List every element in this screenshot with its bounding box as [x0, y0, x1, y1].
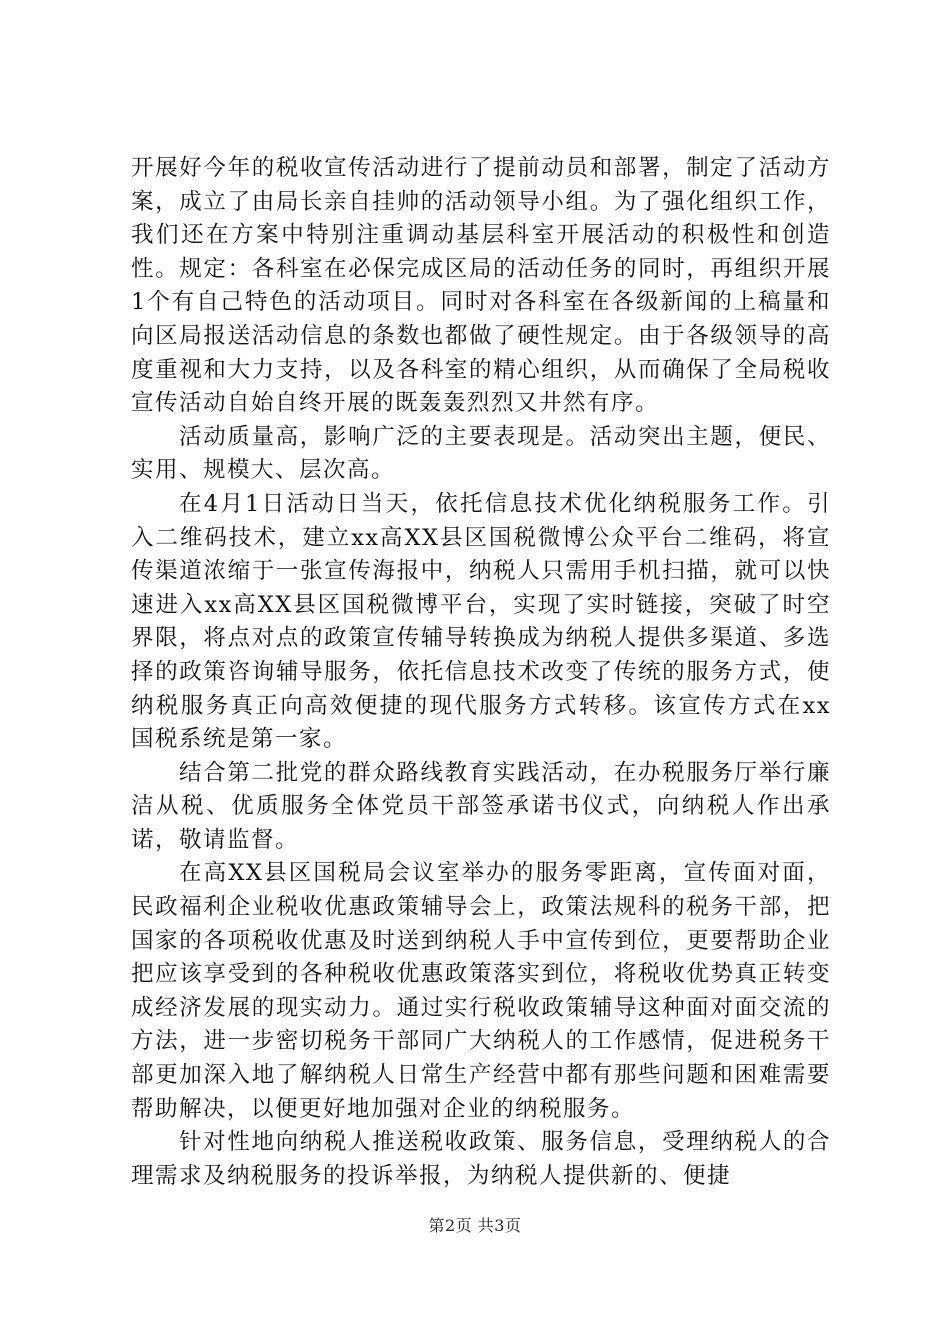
paragraph-5: 在高XX县区国税局会议室举办的服务零距离，宣传面对面，民政福利企业税收优惠政策辅导会上，政策法规科的税务干部，把国家的各项税收优惠及时送到纳税人手中宣传到位，更要帮助企业把应该享受到的各种税收优惠政策落实到位，将税收优势真正转变成经济发展的现实动力。通过实行税收政策辅导这种面对面交流的方法，进一步密切税务干部同广大纳税人的工作感情，促进税务干部更加深入地了解纳税人日常生产经营中都有那些问题和困难需要帮助解决，以便更好地加强对企业的纳税服务。 — [131, 860, 831, 1122]
page-footer: 第2页 共3页 — [428, 1216, 522, 1235]
paragraph-2: 活动质量高，影响广泛的主要表现是。活动突出主题，便民、实用、规模大、层次高。 — [131, 423, 831, 484]
document-body — [131, 152, 831, 1193]
paragraph-3: 在4月1日活动日当天，依托信息技术优化纳税服务工作。引入二维码技术，建立xx高XX县区国税微博公众平台二维码，将宣传渠道浓缩于一张宣传海报中，纳税人只需用手机扫描，就可以快速进入xx高XX县区国税微博平台，实现了实时链接，突破了时空界限，将点对点的政策宣传辅导转换成为纳税人提供多渠道、多选择的政策咨询辅导服务，依托信息技术改变了传统的服务方式，使纳税服务真正向高效便捷的现代服务方式转移。该宣传方式在xx国税系统是第一家。 — [131, 490, 831, 753]
paragraph-6: 针对性地向纳税人推送税收政策、服务信息，受理纳税人的合理需求及纳税服务的投诉举报，为纳税人提供新的、便捷 — [131, 1129, 831, 1189]
paragraph-4: 结合第二批党的群众路线教育实践活动，在办税服务厅举行廉洁从税、优质服务全体党员干部签承诺书仪式，向纳税人作出承诺，敬请监督。 — [131, 759, 831, 853]
paragraph-1: 开展好今年的税收宣传活动进行了提前动员和部署，制定了活动方案，成立了由局长亲自挂帅的活动领导小组。为了强化组织工作，我们还在方案中特别注重调动基层科室开展活动的积极性和创造性。规定：各科室在必保完成区局的活动任务的同时，再组织开展1个有自己特色的活动项目。同时对各科室在各级新闻的上稿量和向区局报送活动信息的条数也都做了硬性规定。由于各级领导的高度重视和大力支持，以及各科室的精心组织，从而确保了全局税收宣传活动自始自终开展的既轰轰烈烈又井然有序。 — [131, 155, 831, 417]
